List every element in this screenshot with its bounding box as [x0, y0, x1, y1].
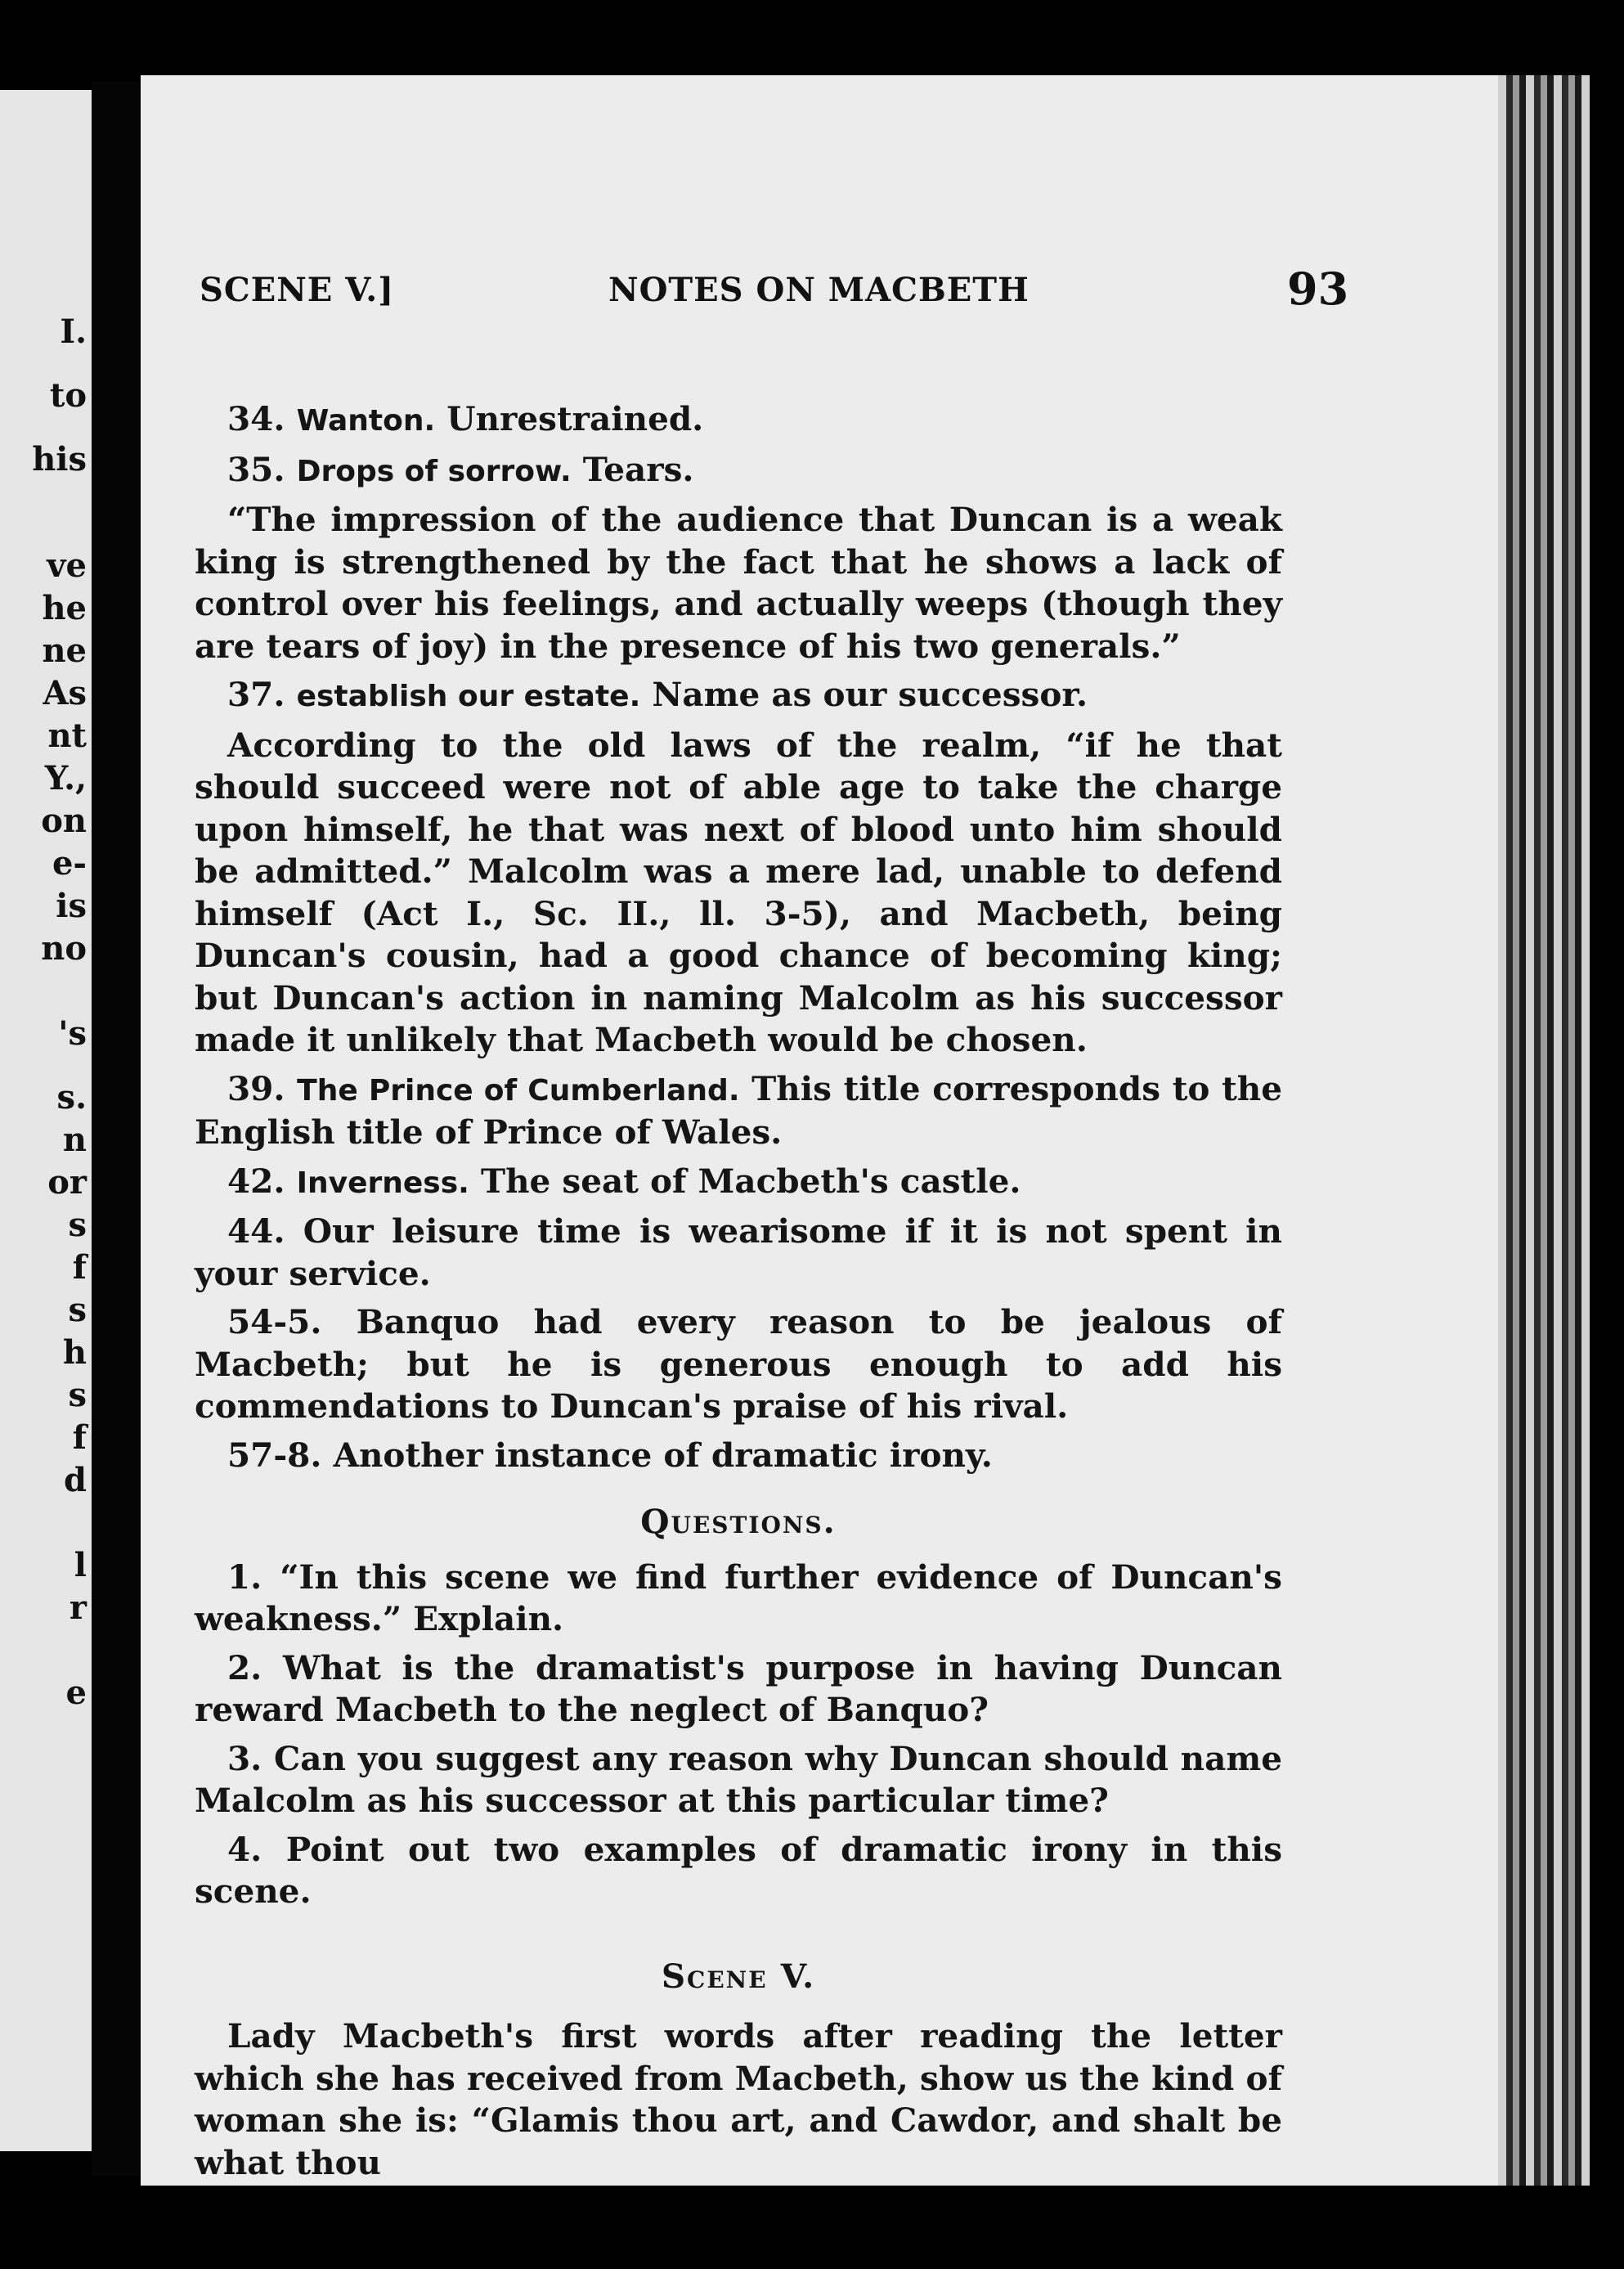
question-item [195, 1738, 1282, 1822]
margin-fragment: e [65, 1674, 87, 1712]
page-body [195, 398, 1282, 2190]
note-paragraph [195, 674, 1282, 718]
question-number: 4. [227, 1829, 262, 1869]
note-paragraph [195, 1068, 1282, 1154]
margin-fragment: h [62, 1333, 87, 1372]
note-paragraph [195, 725, 1282, 1062]
note-text: The seat of Macbeth's castle. [480, 1161, 1021, 1201]
question-item [195, 1647, 1282, 1732]
margin-fragment: is [56, 887, 87, 925]
note-paragraph [195, 1435, 1282, 1477]
note-paragraph [195, 449, 1282, 493]
margin-fragment: nt [47, 717, 87, 755]
running-header [200, 259, 1349, 325]
margin-fragment: 's [58, 1014, 87, 1053]
left-margin-fragments [5, 90, 87, 1714]
note-line-number: 34. [227, 399, 285, 438]
page-number: 93 [1287, 263, 1349, 315]
question-text: Point out two examples of dramatic irony in this scene. [195, 1829, 1282, 1911]
question-text: What is the dramatist's purpose in having Duncan reward Macbeth to the neglect of Banquo? [195, 1647, 1282, 1729]
note-paragraph [195, 1301, 1282, 1428]
note-line-number: 54-5. [227, 1302, 322, 1341]
note-paragraph [195, 1211, 1282, 1295]
margin-fragment: ne [42, 631, 87, 670]
note-term: The Prince of Cumberland. [297, 1073, 740, 1108]
margin-fragment: f [72, 1248, 87, 1287]
note-line-number: 35. [227, 449, 285, 489]
note-text: Name as our successor. [652, 675, 1088, 714]
note-term: Wanton. [296, 404, 436, 438]
note-text: According to the old laws of the realm, “if he that should succeed were not of able age to take the charge upon himself, he that was next of blood unto him should be admitted.” Malcolm was a mere lad, unable to defend himself (Act I., Sc. II., ll. 3-5), and Macbeth, being Duncan's cousin, had a good chance of becoming king; but Duncan's action in naming Malcolm as his successor made it unlikely that Macbeth would be chosen. [195, 725, 1282, 1059]
note-text: Banquo had every reason to be jealous of Macbeth; but he is generous enough to add his commendations to Duncan's praise of his rival. [195, 1302, 1282, 1426]
margin-fragment: d [64, 1461, 87, 1499]
note-line-number: 44. [227, 1211, 285, 1251]
question-number: 3. [227, 1738, 262, 1778]
question-text: “In this scene we find further evidence of Duncan's weakness.” Explain. [195, 1557, 1282, 1638]
note-term: Inverness. [296, 1166, 469, 1200]
note-text: Tears. [582, 449, 694, 489]
note-line-number: 39. [227, 1068, 285, 1108]
margin-fragment: n [62, 1121, 87, 1159]
margin-fragment: s [68, 1291, 87, 1329]
note-text: Another instance of dramatic irony. [333, 1435, 993, 1475]
note-term: establish our estate. [296, 680, 641, 713]
note-paragraph [195, 1161, 1282, 1205]
margin-fragment: l [74, 1546, 87, 1584]
question-number: 1. [227, 1557, 262, 1597]
note-line-number: 42. [227, 1161, 285, 1201]
questions-heading: Questions. [640, 1502, 837, 1541]
margin-fragment: no [41, 929, 87, 968]
notes-list [195, 398, 1282, 1476]
page-edge-stack [1498, 75, 1590, 2186]
note-paragraph [195, 499, 1282, 667]
question-item [195, 1829, 1282, 1913]
note-text: This title corresponds to the English title of Prince of Wales. [195, 1068, 1282, 1152]
margin-fragment: ve [47, 546, 87, 585]
scene-heading: Scene V. [661, 1956, 816, 1996]
note-text: Our leisure time is wearisome if it is not spent in your service. [195, 1211, 1282, 1293]
margin-fragment: he [42, 589, 87, 627]
margin-fragment: his [32, 440, 87, 479]
margin-fragment: s [68, 1206, 87, 1244]
margin-fragment: or [47, 1163, 87, 1202]
header-scene: SCENE V.] [200, 271, 395, 309]
margin-fragment: e- [52, 844, 87, 883]
note-line-number: 57-8. [227, 1435, 322, 1475]
margin-fragment: to [49, 376, 87, 415]
margin-fragment: f [72, 1418, 87, 1457]
note-term: Drops of sorrow. [296, 454, 572, 488]
questions-list [195, 1557, 1282, 1913]
margin-fragment: I. [60, 312, 87, 351]
left-page-edge [0, 90, 92, 2151]
margin-fragment: on [41, 802, 87, 840]
book-page [141, 75, 1498, 2186]
header-title: NOTES ON MACBETH [608, 271, 1030, 309]
margin-fragment: Y., [44, 759, 87, 798]
question-item [195, 1557, 1282, 1641]
note-line-number: 37. [227, 675, 285, 714]
scene-paragraph: Lady Macbeth's first words after reading the letter which she has received from Macbeth, show us the kind of woman she is: “Glamis thou art, and Cawdor, and shalt be what thou [195, 2016, 1282, 2182]
note-paragraph [195, 398, 1282, 443]
note-text: “The impression of the audience that Duncan is a weak king is strengthened by the fact that he shows a lack of control over his feelings, and actually weeps (though they are tears of joy) in the presence of his two generals.” [195, 500, 1282, 666]
question-number: 2. [227, 1647, 262, 1687]
margin-fragment: s. [56, 1078, 87, 1117]
question-text: Can you suggest any reason why Duncan should name Malcolm as his successor at this particular time? [195, 1738, 1282, 1820]
margin-fragment: As [43, 674, 87, 712]
note-text: Unrestrained. [446, 399, 704, 438]
gutter-shadow [92, 82, 141, 2176]
margin-fragment: s [68, 1376, 87, 1414]
margin-fragment: r [69, 1588, 87, 1627]
